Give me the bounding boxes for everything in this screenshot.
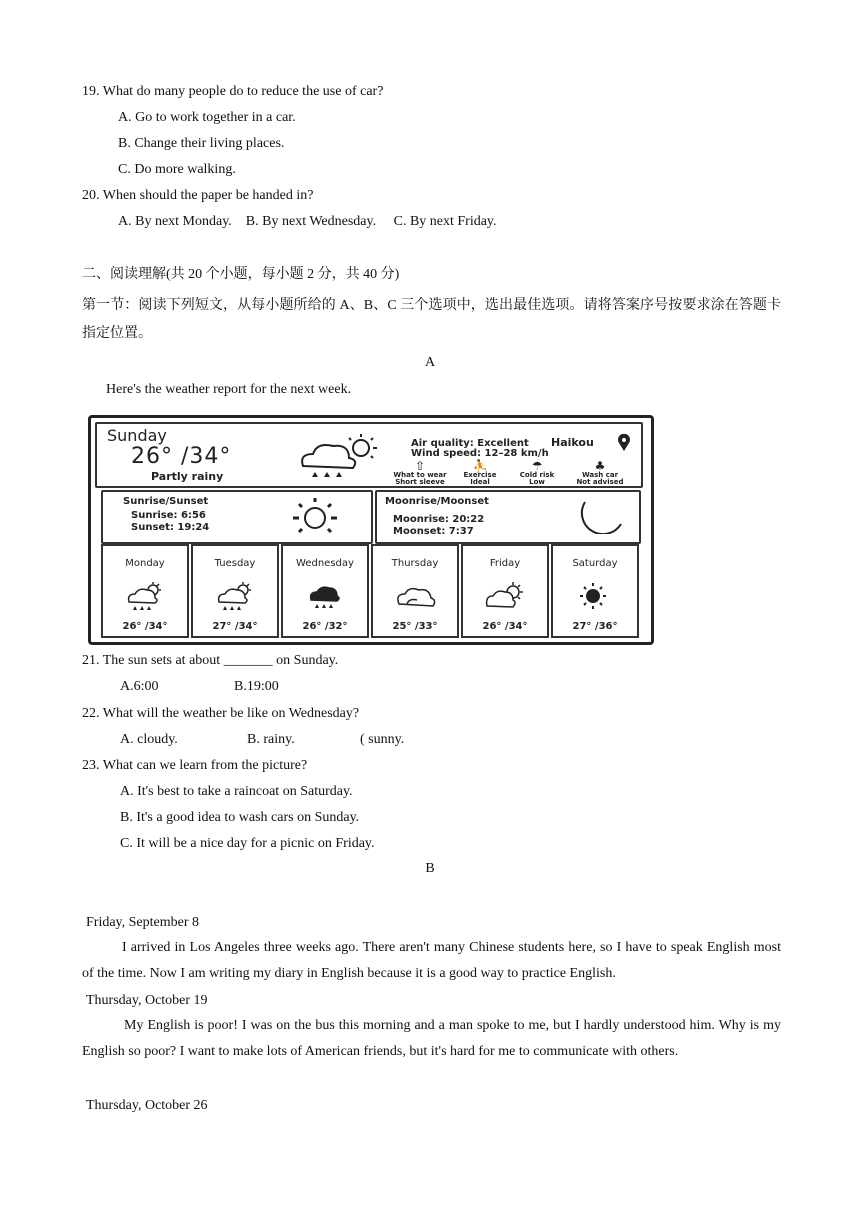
cold-icon: ☂	[531, 459, 543, 473]
diary-date-1: Friday, September 8	[86, 915, 200, 930]
forecast-day-monday	[101, 544, 189, 638]
partly-rainy-icon	[293, 432, 393, 482]
wind-speed: Wind speed: 12–28 km/h	[411, 448, 549, 459]
question-21: 21. The sun sets at about _______ on Sunday.	[82, 653, 339, 668]
location-pin-icon	[617, 434, 631, 452]
forecast-day-friday	[461, 544, 549, 638]
passage-b-label: B	[425, 861, 435, 876]
q22-option-c: ( sunny.	[360, 732, 405, 747]
q22-option-a: A. cloudy.	[120, 732, 178, 747]
sun-icon	[285, 494, 345, 538]
forecast-day-label: Saturday	[572, 558, 618, 569]
weather-report-card	[88, 415, 654, 645]
moon-icon	[571, 498, 627, 534]
q23-option-b: B. It's a good idea to wash cars on Sunday.	[120, 810, 360, 825]
forecast-day-label: Thursday	[391, 558, 439, 569]
forecast-temp: 26° /32°	[302, 621, 348, 632]
forecast-temp: 26° /34°	[482, 621, 528, 632]
q19-option-b: B. Change their living places.	[118, 136, 285, 151]
q23-option-a: A. It's best to take a raincoat on Saturday.	[120, 784, 353, 799]
section-instruction: 第一节：阅读下列短文，从每小题所给的 A、B、C 三个选项中，选出最佳选项。请将答案序号按要求涂在答题卡指定位置。	[82, 298, 781, 341]
partly-rainy-icon	[125, 582, 167, 612]
question-22: 22. What will the weather be like on Wednesday?	[82, 706, 360, 721]
partly-cloudy-icon	[485, 582, 527, 612]
section-title: 二、阅读理解(共 20 个小题，每小题 2 分，共 40 分)	[82, 267, 400, 282]
passage-a-label: A	[424, 355, 436, 370]
diary-date-2: Thursday, October 19	[86, 993, 208, 1008]
partly-rainy-icon	[215, 582, 257, 612]
question-23: 23. What can we learn from the picture?	[82, 758, 308, 773]
forecast-day-wednesday	[281, 544, 369, 638]
exercise-icon: ⛹	[472, 459, 488, 473]
today-panel	[95, 422, 643, 488]
q20-options: A. By next Monday. B. By next Wednesday. C. By next Friday.	[118, 214, 497, 229]
diary-date-3: Thursday, October 26	[86, 1098, 208, 1113]
forecast-temp: 27° /34°	[212, 621, 258, 632]
question-19: 19. What do many people do to reduce the use of car?	[82, 84, 384, 99]
forecast-day-saturday	[551, 544, 639, 638]
sun-title: Sunrise/Sunset	[123, 496, 209, 507]
q22-option-b: B. rainy.	[247, 732, 295, 747]
index-item-exercise: ⛹ Exercise Ideal	[453, 460, 507, 486]
forecast-temp: 26° /34°	[122, 621, 168, 632]
car-wash-icon: ♣	[594, 459, 606, 473]
moon-title: Moonrise/Moonset	[385, 496, 489, 507]
moonset-time: Moonset: 7:37	[393, 526, 474, 537]
today-temp: 26° /34°	[131, 444, 232, 469]
today-day: Sunday	[107, 426, 167, 445]
forecast-day-label: Wednesday	[296, 558, 354, 569]
diary-entry-1: I arrived in Los Angeles three weeks ago. There aren't many Chinese students here, so I have to speak English most of the time. Now I am writing my diary in English because it is a good way to practice English.	[82, 940, 781, 981]
index-item-wear: ⇧ What to wear Short sleeve	[391, 460, 449, 486]
cloudy-icon	[395, 582, 437, 612]
sunny-icon	[575, 582, 617, 612]
q19-option-a: A. Go to work together in a car.	[118, 110, 296, 125]
forecast-temp: 25° /33°	[392, 621, 438, 632]
index-item-cold: ☂ Cold risk Low	[511, 460, 563, 486]
forecast-temp: 27° /36°	[572, 621, 618, 632]
q21-option-a: A.6:00	[120, 679, 159, 694]
sunset-time: Sunset: 19:24	[131, 522, 210, 533]
diary-entry-2: My English is poor! I was on the bus this morning and a man spoke to me, but I hardly understood him. Why is my English so poor? I want to make lots of American friends, but it's hard for me to communicate with others.	[82, 1018, 781, 1059]
moon-panel	[375, 490, 641, 544]
index-item-wash-car: ♣ Wash car Not advised	[569, 460, 631, 486]
air-quality: Air quality: Excellent	[411, 438, 529, 449]
sun-panel	[101, 490, 373, 544]
q21-option-b: B.19:00	[234, 679, 279, 694]
forecast-day-label: Monday	[125, 558, 165, 569]
passage-a-intro: Here's the weather report for the next week.	[106, 382, 352, 397]
forecast-day-label: Tuesday	[214, 558, 256, 569]
today-condition: Partly rainy	[151, 470, 224, 483]
forecast-day-thursday	[371, 544, 459, 638]
sunrise-time: Sunrise: 6:56	[131, 510, 206, 521]
forecast-day-tuesday	[191, 544, 279, 638]
q19-option-c: C. Do more walking.	[118, 162, 236, 177]
forecast-day-label: Friday	[489, 558, 521, 569]
question-20: 20. When should the paper be handed in?	[82, 188, 314, 203]
moonrise-time: Moonrise: 20:22	[393, 514, 485, 525]
city-name: Haikou	[551, 436, 594, 449]
shirt-icon: ⇧	[414, 459, 426, 473]
q23-option-c: C. It will be a nice day for a picnic on Friday.	[120, 836, 375, 851]
rainy-icon	[305, 582, 347, 612]
